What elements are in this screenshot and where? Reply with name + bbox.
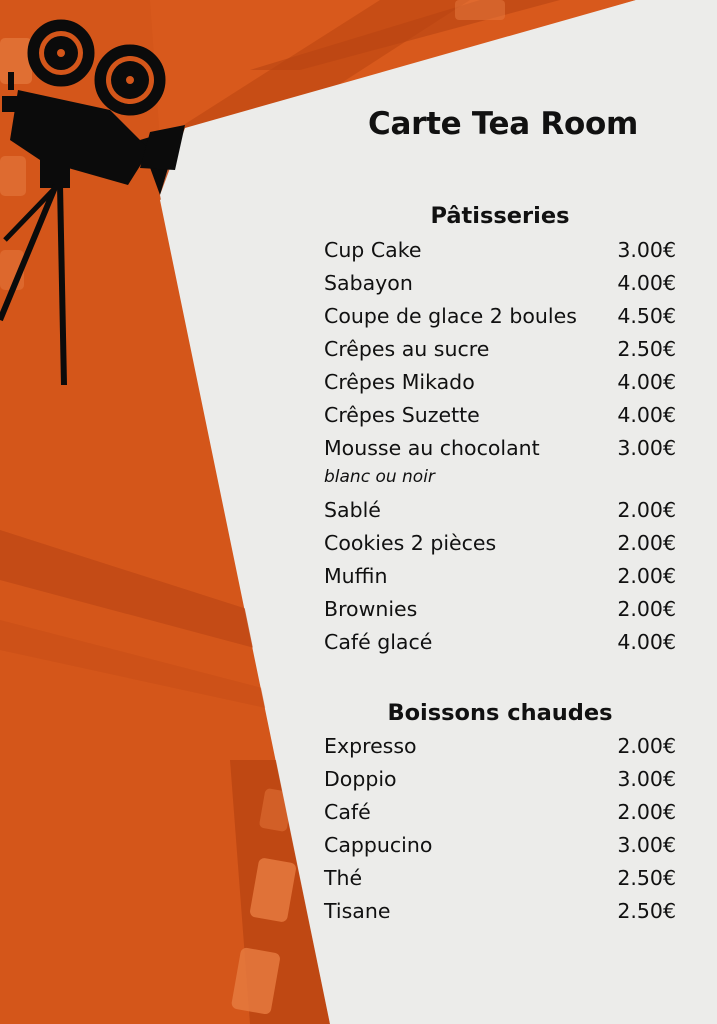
menu-item-name: Muffin xyxy=(324,564,388,588)
menu-item-price: 2.00€ xyxy=(617,531,676,555)
menu-item xyxy=(324,370,676,403)
menu-item-name: Thé xyxy=(324,866,363,890)
menu-item xyxy=(324,238,676,271)
menu-item-price: 2.00€ xyxy=(617,564,676,588)
menu-item xyxy=(324,734,676,767)
menu-item xyxy=(324,564,676,597)
menu-item-name: Cup Cake xyxy=(324,238,422,262)
menu-item-price: 2.50€ xyxy=(617,899,676,923)
menu-item-name: Cookies 2 pièces xyxy=(324,531,497,555)
menu-item xyxy=(324,436,676,469)
menu-item-note: blanc ou noir xyxy=(324,467,435,487)
menu-item-name: Café xyxy=(324,800,371,824)
menu-item xyxy=(324,403,676,436)
menu-item-price: 2.50€ xyxy=(617,337,676,361)
menu-item xyxy=(324,597,676,630)
menu-item xyxy=(324,531,676,564)
menu-item-name: Crêpes Mikado xyxy=(324,370,475,394)
menu-item-name: Sabayon xyxy=(324,271,413,295)
menu-item-price: 2.00€ xyxy=(617,800,676,824)
menu-item-name: Expresso xyxy=(324,734,417,758)
menu-item-price: 2.00€ xyxy=(617,498,676,522)
menu-item-price: 2.00€ xyxy=(617,597,676,621)
section-title: Boissons chaudes xyxy=(387,700,613,726)
menu-item-price: 3.00€ xyxy=(617,833,676,857)
menu-item-price: 4.00€ xyxy=(617,370,676,394)
menu-item-name: Cappucino xyxy=(324,833,433,857)
menu-item-name: Mousse au chocolant xyxy=(324,436,540,460)
menu-item-name: Tisane xyxy=(324,899,391,923)
menu-item-name: Sablé xyxy=(324,498,381,522)
menu-item xyxy=(324,899,676,932)
menu-item xyxy=(324,866,676,899)
menu-item-name: Brownies xyxy=(324,597,418,621)
menu-title: Carte Tea Room xyxy=(368,106,638,142)
menu-item xyxy=(324,498,676,531)
menu-item-price: 2.50€ xyxy=(617,866,676,890)
menu-item-price: 3.00€ xyxy=(617,238,676,262)
menu-item-price: 3.00€ xyxy=(617,436,676,460)
menu-item-name: Café glacé xyxy=(324,630,433,654)
menu-item-name: Crêpes Suzette xyxy=(324,403,480,427)
menu-item xyxy=(324,304,676,337)
menu-item xyxy=(324,800,676,833)
menu-item-price: 4.50€ xyxy=(617,304,676,328)
menu-item-price: 3.00€ xyxy=(617,767,676,791)
menu-item-price: 4.00€ xyxy=(617,403,676,427)
menu-item xyxy=(324,767,676,800)
menu-item-name: Crêpes au sucre xyxy=(324,337,490,361)
menu-item-name: Coupe de glace 2 boules xyxy=(324,304,577,328)
menu-item xyxy=(324,337,676,370)
menu-item-price: 4.00€ xyxy=(617,630,676,654)
menu-item-price: 4.00€ xyxy=(617,271,676,295)
menu-item xyxy=(324,630,676,663)
menu-item-name: Doppio xyxy=(324,767,397,791)
menu-item-price: 2.00€ xyxy=(617,734,676,758)
menu-item xyxy=(324,833,676,866)
menu-item xyxy=(324,271,676,304)
section-title: Pâtisseries xyxy=(430,203,570,229)
